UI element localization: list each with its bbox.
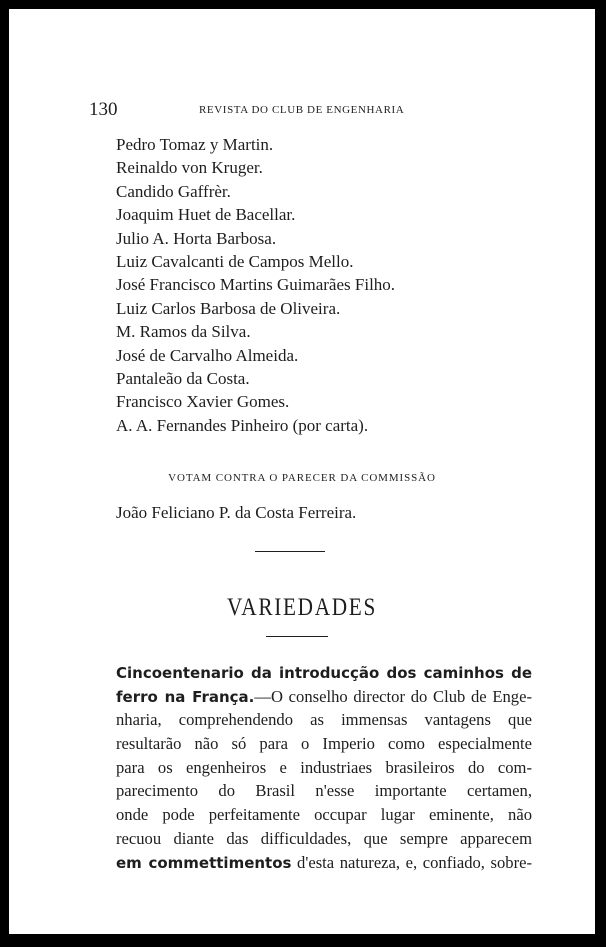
list-item: Luiz Carlos Barbosa de Oliveira.: [116, 298, 341, 318]
article-line: [116, 661, 532, 685]
list-item: M. Ramos da Silva.: [116, 322, 251, 342]
article-line: nharia, comprehendendo as immensas vantagens que: [116, 710, 532, 730]
book-page: [9, 9, 595, 934]
article-line: recuou diante das difficuldades, que sempre apparecem: [116, 828, 532, 848]
running-head: REVISTA DO CLUB DE ENGENHARIA: [199, 104, 405, 116]
article-lead: ferro na França.: [116, 687, 255, 706]
list-item: Reinaldo von Kruger.: [116, 158, 263, 178]
list-item: A. A. Fernandes Pinheiro (por carta).: [116, 415, 369, 435]
list-item: Julio A. Horta Barbosa.: [116, 228, 277, 248]
article-line: parecimento do Brasil n'esse importante certamen,: [116, 781, 532, 801]
list-item: José Francisco Martins Guimarães Filho.: [116, 275, 396, 295]
list-item: Luiz Cavalcanti de Campos Mello.: [116, 251, 354, 271]
article-body: [116, 661, 532, 874]
article-text: d'esta natureza, e, confiado, sobre-: [291, 852, 532, 872]
article-text: —O conselho director do Club de Enge-: [254, 686, 532, 706]
article-line: [116, 851, 532, 875]
article-text-bold: em commettimentos: [116, 853, 292, 872]
section-title: VARIEDADES: [226, 594, 378, 621]
list-item: José de Carvalho Almeida.: [116, 345, 299, 365]
page-header: [89, 99, 529, 121]
list-item: Francisco Xavier Gomes.: [116, 392, 290, 412]
list-item: Pantaleão da Costa.: [116, 368, 250, 388]
list-item: Pedro Tomaz y Martin.: [116, 135, 274, 154]
article-lead: Cincoentenario da introducção dos caminhos de: [116, 664, 532, 682]
list-item: Candido Gaffrèr.: [116, 181, 231, 201]
title-underline: [266, 636, 328, 637]
page-number: 130: [89, 99, 118, 120]
article-line: resultarão não só para o Imperio como especialmente: [116, 734, 532, 754]
list-item: Joaquim Huet de Bacellar.: [116, 205, 296, 225]
section-divider: [255, 551, 325, 552]
article-line: onde pode perfeitamente occupar lugar eminente, não: [116, 805, 532, 825]
vote-against-heading: VOTAM CONTRA O PARECER DA COMMISSÃO: [168, 472, 436, 484]
article-line: para os engenheiros e industriaes brasileiros do com-: [116, 757, 532, 777]
supporters-list: [116, 133, 395, 437]
article-line: [116, 685, 532, 709]
vote-against-name: João Feliciano P. da Costa Ferreira.: [116, 503, 357, 522]
